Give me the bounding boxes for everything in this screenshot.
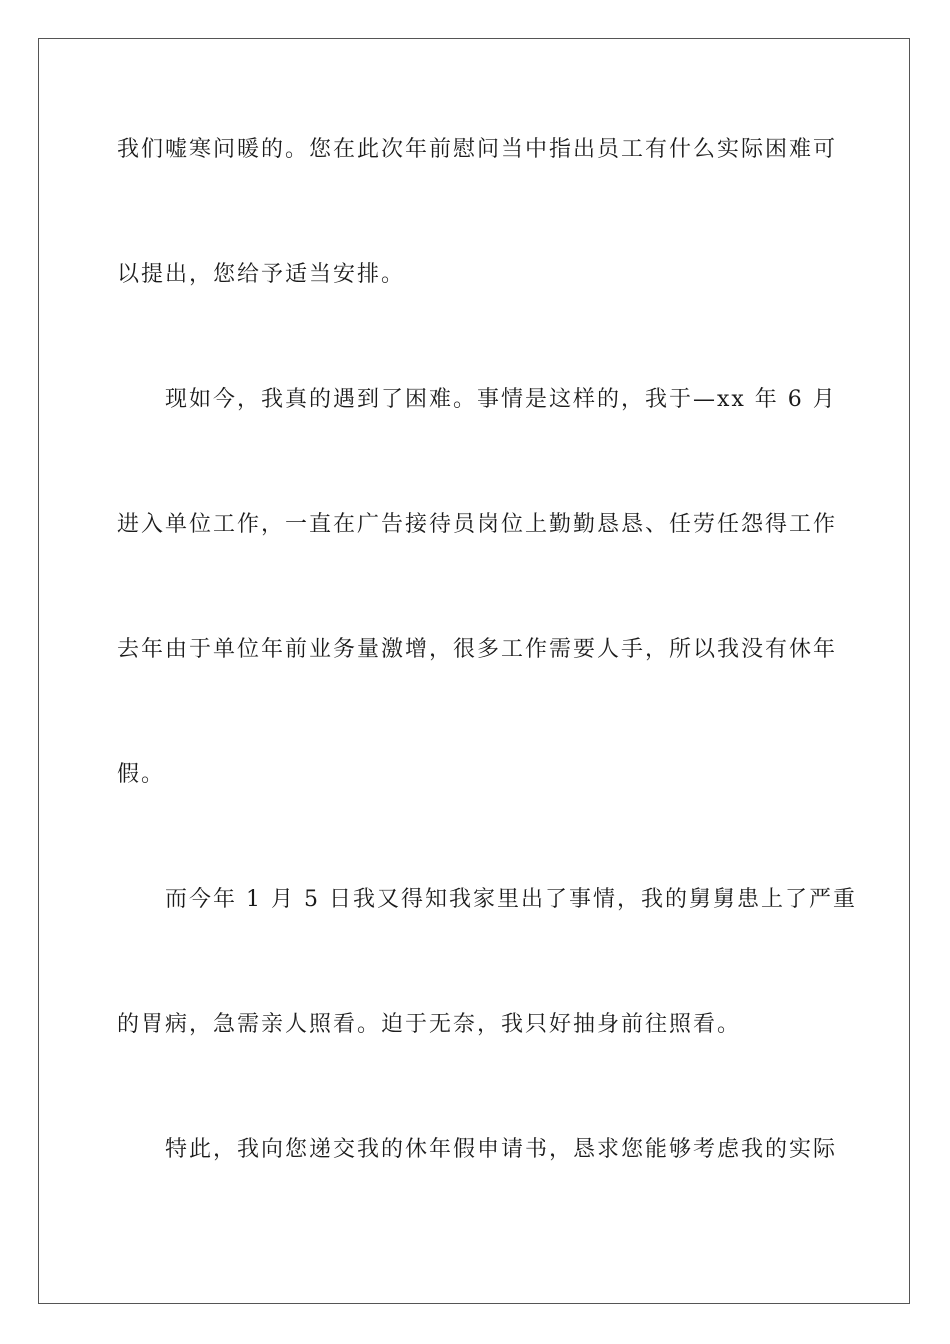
text-line: 以提出，您给予适当安排。 — [117, 262, 406, 287]
document-page — [38, 38, 910, 1304]
text-line: 的胃病，急需亲人照看。迫于无奈，我只好抽身前往照看。 — [117, 1012, 742, 1037]
text-line: 去年由于单位年前业务量激增，很多工作需要人手，所以我没有休年 — [117, 637, 838, 662]
text-line: 特此，我向您递交我的休年假申请书，恳求您能够考虑我的实际 — [165, 1137, 838, 1162]
text-line: 我们嘘寒问暖的。您在此次年前慰问当中指出员工有什么实际困难可 — [117, 137, 838, 162]
text-line: 假。 — [117, 762, 166, 787]
text-line: 而今年 1 月 5 日我又得知我家里出了事情，我的舅舅患上了严重 — [165, 887, 857, 912]
text-line: 进入单位工作，一直在广告接待员岗位上勤勤恳恳、任劳任怨得工作 — [117, 512, 838, 537]
text-line: 现如今，我真的遇到了困难。事情是这样的，我于—xx 年 6 月 — [165, 387, 837, 412]
